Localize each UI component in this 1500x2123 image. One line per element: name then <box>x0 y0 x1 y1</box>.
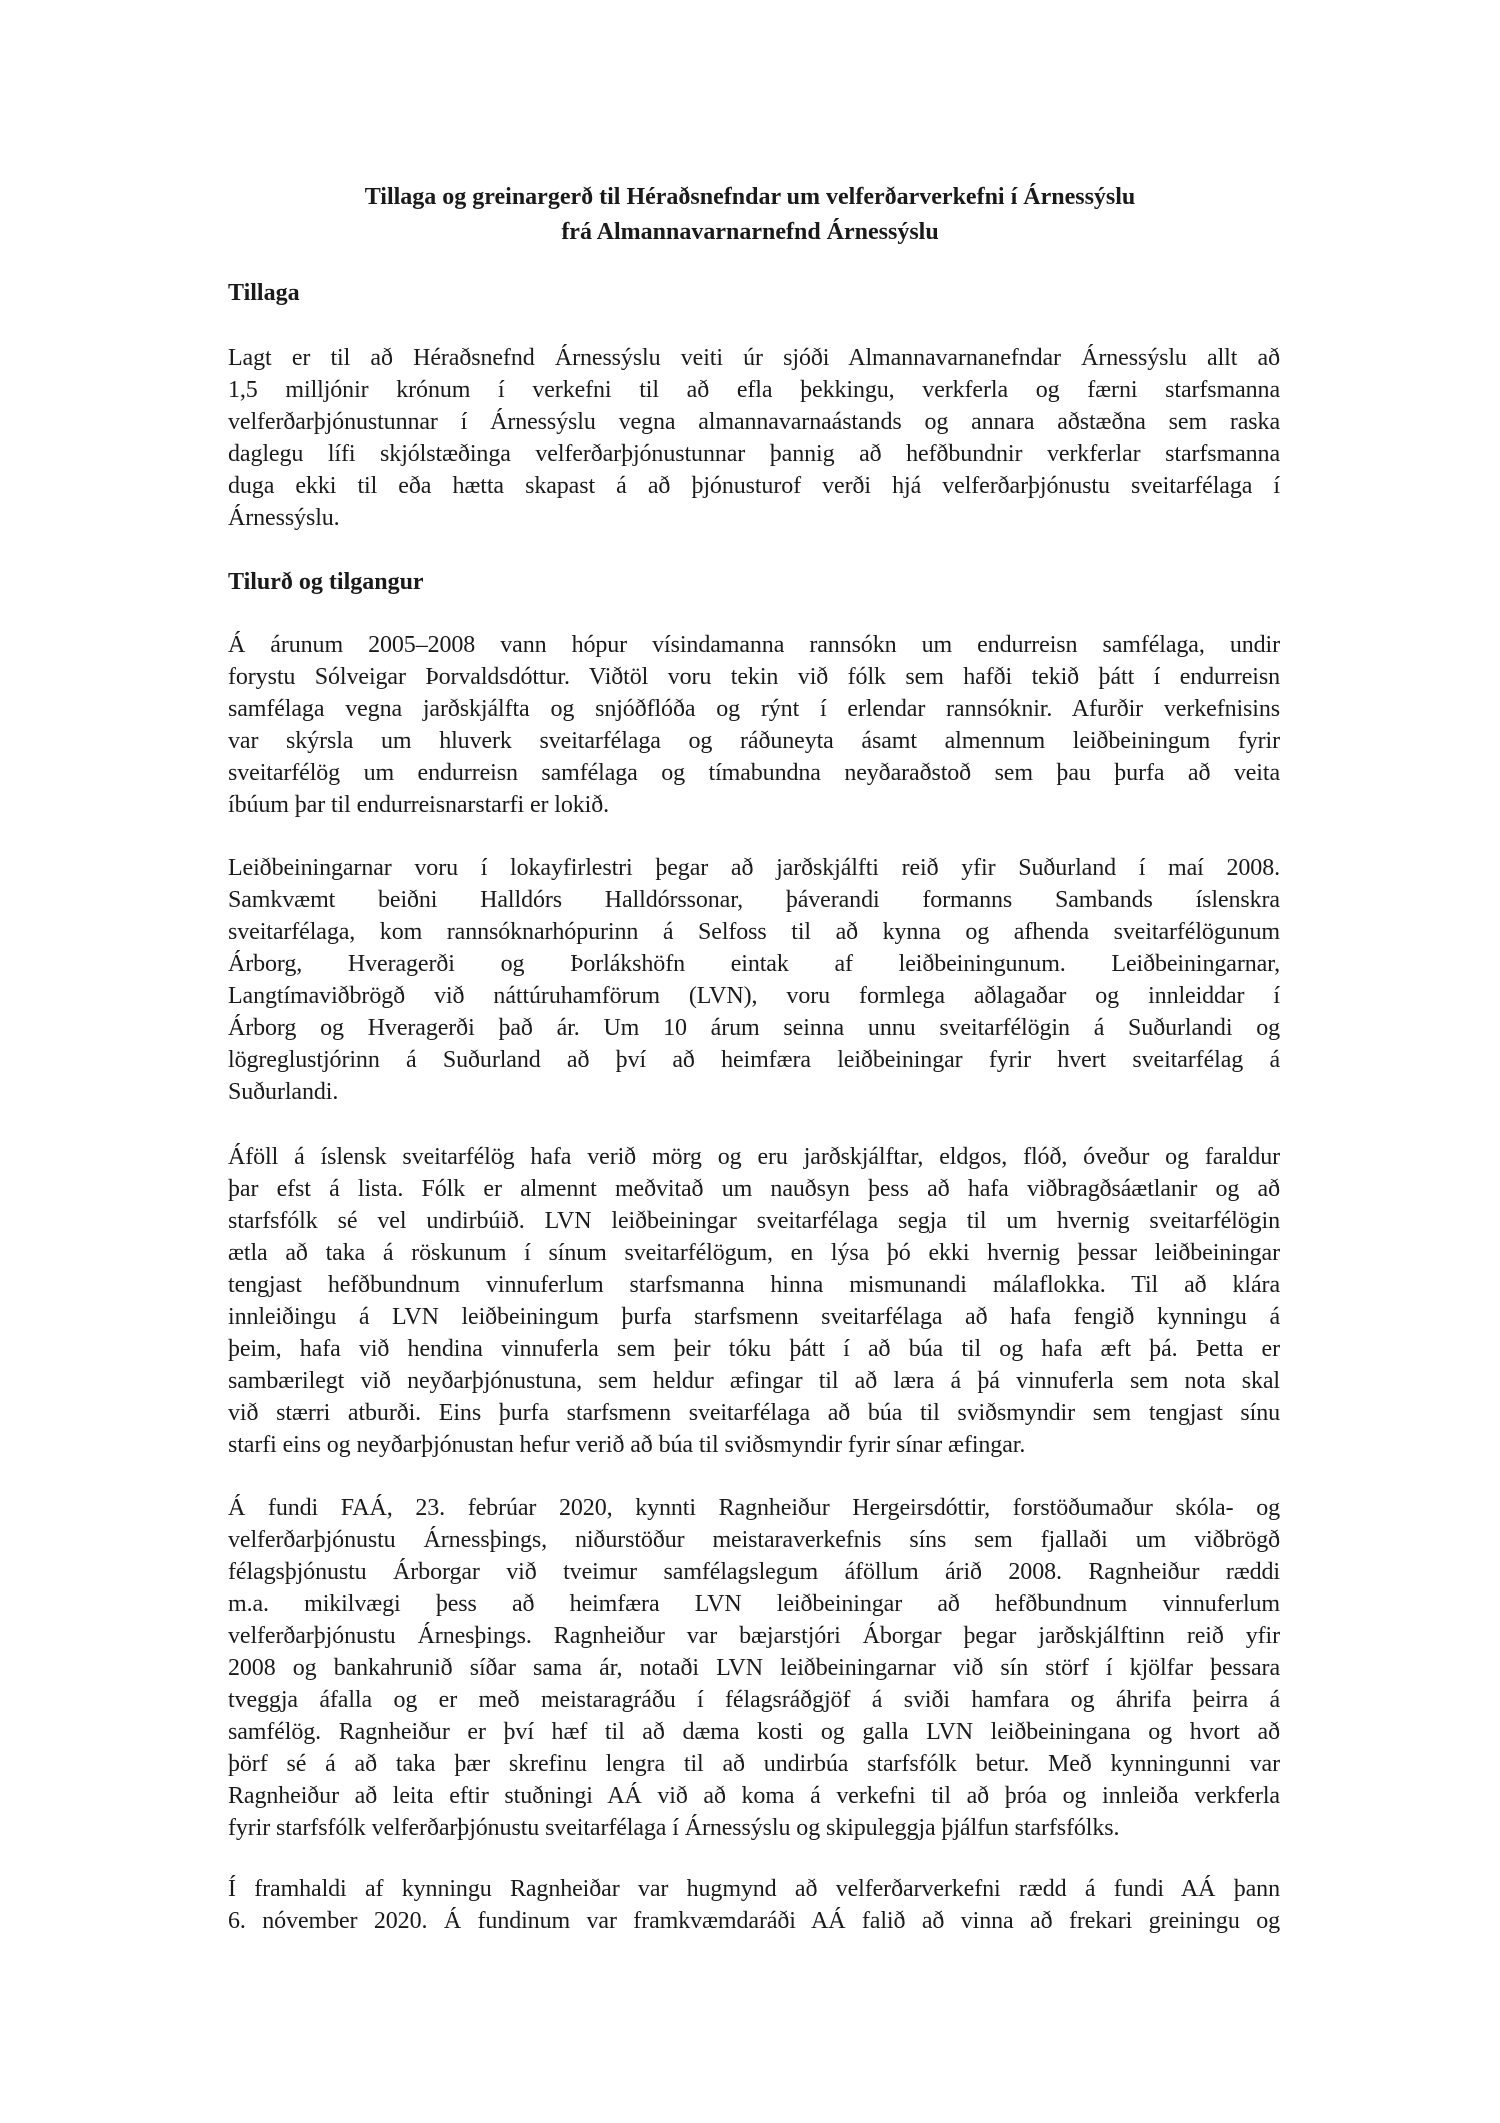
text-line: 1,5 milljónir krónum í verkefni til að efla þekkingu, verkferla og færni starfsmanna <box>228 377 1280 403</box>
text-line: sveitarfélög um endurreisn samfélaga og tímabundna neyðaraðstoð sem þau þurfa að veita <box>228 760 1280 786</box>
text-line: tengjast hefðbundnum vinnuferlum starfsmanna hinna mismunandi málaflokka. Til að klára <box>228 1272 1280 1298</box>
text-line: Samkvæmt beiðni Halldórs Halldórssonar, þáverandi formanns Sambands íslenskra <box>228 887 1280 913</box>
text-line: fyrir starfsfólk velferðarþjónustu sveitarfélaga í Árnessýslu og skipuleggja þjálfun starfsfólks. <box>228 1815 1120 1841</box>
text-line: tveggja áfalla og er með meistaragráðu í félagsráðgjöf á sviði hamfara og áhrifa þeirra á <box>228 1687 1280 1713</box>
paragraph-continuation <box>228 1873 1280 1937</box>
text-line: Lagt er til að Héraðsnefnd Árnessýslu veiti úr sjóði Almannavarnanefndar Árnessýslu allt að <box>228 345 1280 371</box>
text-line: Leiðbeiningarnar voru í lokayfirlestri þegar að jarðskjálfti reið yfir Suðurland í maí 2008. <box>228 855 1280 881</box>
text-line: starfsfólk sé vel undirbúið. LVN leiðbeiningar sveitarfélaga segja til um hvernig sveitarfélögin <box>228 1208 1280 1234</box>
text-line: ætla að taka á röskunum í sínum sveitarfélögum, en lýsa þó ekki hvernig þessar leiðbeiningar <box>228 1240 1280 1266</box>
text-line: samfélaga vegna jarðskjálfta og snjóðflóða og rýnt í erlendar rannsóknir. Afurðir verkefnisins <box>228 696 1280 722</box>
text-line: sveitarfélaga, kom rannsóknarhópurinn á Selfoss til að kynna og afhenda sveitarfélögunum <box>228 919 1280 945</box>
text-line: innleiðingu á LVN leiðbeiningum þurfa starfsmenn sveitarfélaga að hafa fengið kynningu á <box>228 1304 1280 1330</box>
text-line: var skýrsla um hluverk sveitarfélaga og ráðuneyta ásamt almennum leiðbeiningum fyrir <box>228 728 1280 754</box>
text-line: 2008 og bankahrunið síðar sama ár, notaði LVN leiðbeiningarnar við sín störf í kjölfar þessara <box>228 1655 1280 1681</box>
text-line: Langtímaviðbrögð við náttúruhamförum (LVN), voru formlega aðlagaðar og innleiddar í <box>228 983 1280 1009</box>
section-heading-tillaga: Tillaga <box>228 280 300 306</box>
text-line: duga ekki til eða hætta skapast á að þjónusturof verði hjá velferðarþjónustu sveitarfélaga í <box>228 473 1280 499</box>
text-line: Árborg og Hveragerði það ár. Um 10 árum seinna unnu sveitarfélögin á Suðurlandi og <box>228 1015 1280 1041</box>
text-line: Í framhaldi af kynningu Ragnheiðar var hugmynd að velferðarverkefni rædd á fundi AÁ þann <box>228 1876 1280 1902</box>
text-line: Árnessýslu. <box>228 505 340 531</box>
text-line: velferðarþjónustunnar í Árnessýslu vegna almannavarnaástands og annara aðstæðna sem raska <box>228 409 1280 435</box>
text-line: Á árunum 2005–2008 vann hópur vísindamanna rannsókn um endurreisn samfélaga, undir <box>228 632 1280 658</box>
paragraph-proposal <box>228 342 1280 534</box>
text-line: velferðarþjónustu Árnesþings. Ragnheiður var bæjarstjóri Áborgar þegar jarðskjálftinn reið yfir <box>228 1623 1280 1649</box>
paragraph-guidelines-lvn <box>228 852 1280 1108</box>
text-line: Ragnheiður að leita eftir stuðningi AÁ við að koma á verkefni til að þróa og innleiða verkferla <box>228 1783 1280 1809</box>
text-line: Á fundi FAÁ, 23. febrúar 2020, kynnti Ragnheiður Hergeirsdóttir, forstöðumaður skóla- og <box>228 1495 1280 1521</box>
text-line: íbúum þar til endurreisnarstarfi er lokið. <box>228 792 610 818</box>
paragraph-research-history <box>228 629 1280 821</box>
text-line: daglegu lífi skjólstæðinga velferðarþjónustunnar þannig að hefðbundnir verkferlar starfsmanna <box>228 441 1280 467</box>
text-line: starfi eins og neyðarþjónustan hefur verið að búa til sviðsmyndir fyrir sínar æfingar. <box>228 1432 1026 1458</box>
text-line: lögreglustjórinn á Suðurland að því að heimfæra leiðbeiningar fyrir hvert sveitarfélag á <box>228 1047 1280 1073</box>
paragraph-disasters <box>228 1141 1280 1461</box>
text-line: 6. nóvember 2020. Á fundinum var framkvæmdaráði AÁ falið að vinna að frekari greiningu og <box>228 1908 1280 1934</box>
text-line: þar efst á lista. Fólk er almennt meðvitað um nauðsyn þess að hafa viðbragðsáætlanir og að <box>228 1176 1280 1202</box>
paragraph-faa-meeting <box>228 1492 1280 1844</box>
text-line: m.a. mikilvægi þess að heimfæra LVN leiðbeiningar að hefðbundnum vinnuferlum <box>228 1591 1280 1617</box>
text-line: við stærri atburði. Eins þurfa starfsmenn sveitarfélaga að búa til sviðsmyndir sem tengjast sínu <box>228 1400 1280 1426</box>
document-title-line-1: Tillaga og greinargerð til Héraðsnefndar um velferðarverkefni í Árnessýslu <box>364 184 1136 210</box>
text-line: sambærilegt við neyðarþjónustuna, sem heldur æfingar til að læra á þá vinnuferla sem nota skal <box>228 1368 1280 1394</box>
text-line: forystu Sólveigar Þorvaldsdóttur. Viðtöl voru tekin við fólk sem hafði tekið þátt í endurreisn <box>228 664 1280 690</box>
text-line: Áföll á íslensk sveitarfélög hafa verið mörg og eru jarðskjálftar, eldgos, flóð, óveður og faraldur <box>228 1144 1280 1170</box>
text-line: Suðurlandi. <box>228 1079 339 1105</box>
text-line: velferðarþjónustu Árnessþings, niðurstöður meistaraverkefnis síns sem fjallaði um viðbrögð <box>228 1527 1280 1553</box>
text-line: Árborg, Hveragerði og Þorlákshöfn eintak af leiðbeiningunum. Leiðbeiningarnar, <box>228 951 1280 977</box>
section-heading-origin-purpose: Tilurð og tilgangur <box>228 569 424 595</box>
text-line: þörf sé á að taka þær skrefinu lengra til að undirbúa starfsfólk betur. Með kynningunni var <box>228 1751 1280 1777</box>
text-line: félagsþjónustu Árborgar við tveimur samfélagslegum áföllum árið 2008. Ragnheiður ræddi <box>228 1559 1280 1585</box>
text-line: þeim, hafa við hendina vinnuferla sem þeir tóku þátt í að búa til og hafa æft þá. Þetta er <box>228 1336 1280 1362</box>
document-title-line-2: frá Almannavarnarnefnd Árnessýslu <box>561 219 939 245</box>
text-line: samfélög. Ragnheiður er því hæf til að dæma kosti og galla LVN leiðbeiningana og hvort að <box>228 1719 1280 1745</box>
